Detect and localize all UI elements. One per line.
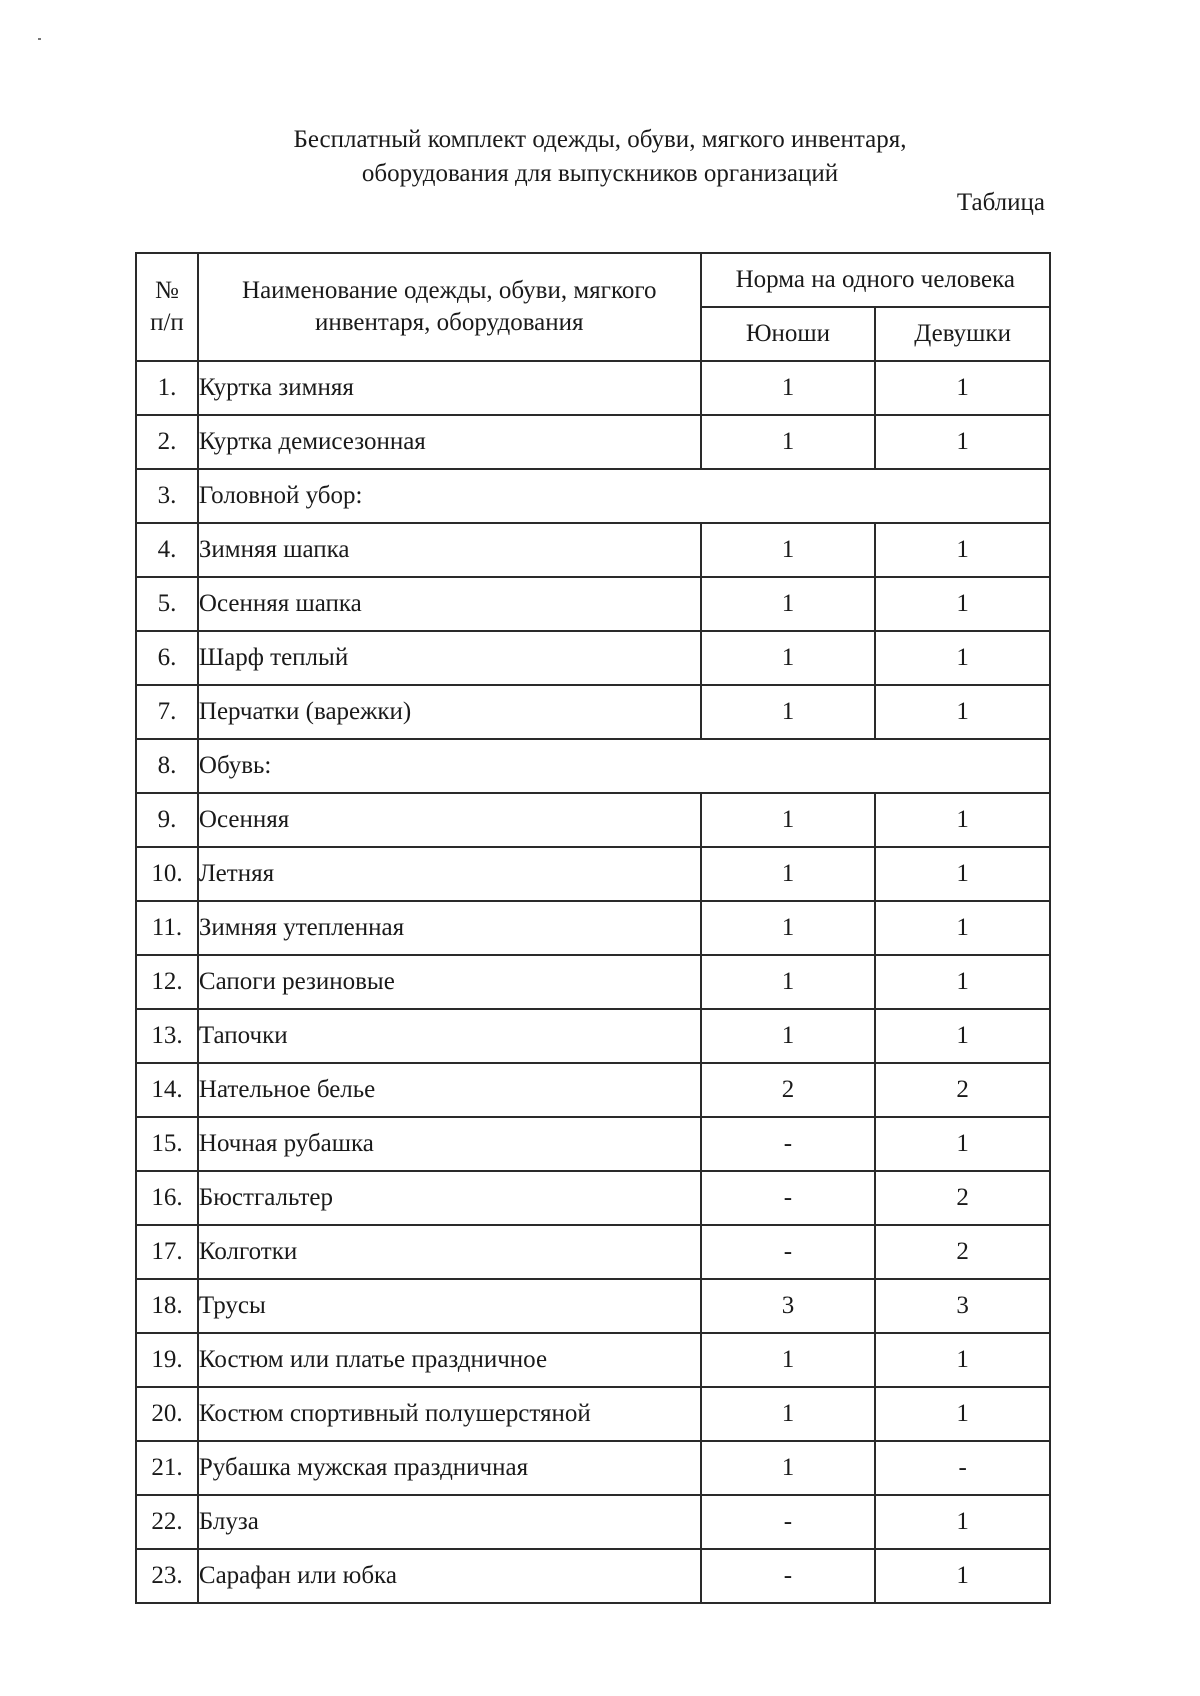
male-quantity: 1 — [701, 793, 876, 847]
male-quantity: 2 — [701, 1063, 876, 1117]
row-number: 22. — [136, 1495, 198, 1549]
female-quantity: 1 — [875, 1009, 1050, 1063]
item-name: Зимняя шапка — [198, 523, 701, 577]
clothing-norms-table — [135, 252, 1051, 1604]
row-number: 23. — [136, 1549, 198, 1603]
row-number: 15. — [136, 1117, 198, 1171]
row-number: 12. — [136, 955, 198, 1009]
item-name: Тапочки — [198, 1009, 701, 1063]
female-quantity: 1 — [875, 793, 1050, 847]
row-number: 4. — [136, 523, 198, 577]
male-quantity: 1 — [701, 1009, 876, 1063]
item-name: Сапоги резиновые — [198, 955, 701, 1009]
female-quantity: 1 — [875, 523, 1050, 577]
female-quantity: 1 — [875, 847, 1050, 901]
female-quantity: 1 — [875, 1333, 1050, 1387]
table-row — [136, 847, 1050, 901]
item-name: Летняя — [198, 847, 701, 901]
male-quantity: 1 — [701, 415, 876, 469]
row-number: 5. — [136, 577, 198, 631]
female-quantity: 1 — [875, 415, 1050, 469]
item-name: Нательное белье — [198, 1063, 701, 1117]
male-quantity: - — [701, 1117, 876, 1171]
table-row — [136, 901, 1050, 955]
row-number: 9. — [136, 793, 198, 847]
male-quantity: 1 — [701, 955, 876, 1009]
item-name: Костюм спортивный полушерстяной — [198, 1387, 701, 1441]
item-name: Колготки — [198, 1225, 701, 1279]
female-quantity: 1 — [875, 631, 1050, 685]
female-quantity: 2 — [875, 1063, 1050, 1117]
male-quantity: 1 — [701, 901, 876, 955]
title-line-1: Бесплатный комплект одежды, обуви, мягкого инвентаря, — [293, 126, 907, 153]
row-number: 21. — [136, 1441, 198, 1495]
male-quantity: 1 — [701, 523, 876, 577]
female-quantity: 1 — [875, 901, 1050, 955]
header-name-line-2: инвентаря, оборудования — [314, 309, 584, 336]
male-quantity: 1 — [701, 361, 876, 415]
header-name — [198, 253, 701, 361]
item-name: Зимняя утепленная — [198, 901, 701, 955]
table-row — [136, 577, 1050, 631]
female-quantity: 1 — [875, 1117, 1050, 1171]
header-num-line-2: п/п — [150, 309, 184, 336]
female-quantity: 3 — [875, 1279, 1050, 1333]
item-name: Блуза — [198, 1495, 701, 1549]
row-number: 3. — [136, 469, 198, 523]
item-name: Сарафан или юбка — [198, 1549, 701, 1603]
male-quantity: - — [701, 1171, 876, 1225]
header-name-line-1: Наименование одежды, обуви, мягкого — [242, 277, 657, 304]
male-quantity: 3 — [701, 1279, 876, 1333]
row-number: 13. — [136, 1009, 198, 1063]
row-number: 1. — [136, 361, 198, 415]
item-name: Осенняя шапка — [198, 577, 701, 631]
item-name: Перчатки (варежки) — [198, 685, 701, 739]
female-quantity: 2 — [875, 1171, 1050, 1225]
row-number: 16. — [136, 1171, 198, 1225]
table-row — [136, 955, 1050, 1009]
row-number: 14. — [136, 1063, 198, 1117]
row-number: 2. — [136, 415, 198, 469]
table-row — [136, 415, 1050, 469]
section-name: Обувь: — [198, 739, 1050, 793]
table-row — [136, 1441, 1050, 1495]
male-quantity: 1 — [701, 1387, 876, 1441]
item-name: Куртка зимняя — [198, 361, 701, 415]
item-name: Трусы — [198, 1279, 701, 1333]
header-norm: Норма на одного человека — [701, 253, 1050, 307]
table-row — [136, 1225, 1050, 1279]
item-name: Костюм или платье праздничное — [198, 1333, 701, 1387]
table-row — [136, 1279, 1050, 1333]
male-quantity: - — [701, 1225, 876, 1279]
table-row — [136, 1171, 1050, 1225]
female-quantity: 2 — [875, 1225, 1050, 1279]
female-quantity: 1 — [875, 955, 1050, 1009]
table-section-row — [136, 469, 1050, 523]
table-row — [136, 1333, 1050, 1387]
table-row — [136, 631, 1050, 685]
table-row — [136, 1063, 1050, 1117]
female-quantity: 1 — [875, 685, 1050, 739]
table-row — [136, 1117, 1050, 1171]
document-title — [150, 123, 1050, 191]
table-section-row — [136, 739, 1050, 793]
female-quantity: 1 — [875, 1495, 1050, 1549]
row-number: 17. — [136, 1225, 198, 1279]
header-male: Юноши — [701, 307, 876, 361]
header-row-1 — [136, 253, 1050, 307]
female-quantity: 1 — [875, 361, 1050, 415]
male-quantity: 1 — [701, 577, 876, 631]
table-row — [136, 1495, 1050, 1549]
table-label: Таблица — [956, 189, 1045, 216]
header-num-line-1: № — [155, 277, 179, 304]
female-quantity: 1 — [875, 1549, 1050, 1603]
row-number: 20. — [136, 1387, 198, 1441]
male-quantity: 1 — [701, 631, 876, 685]
male-quantity: 1 — [701, 1333, 876, 1387]
female-quantity: 1 — [875, 1387, 1050, 1441]
header-female: Девушки — [875, 307, 1050, 361]
item-name: Ночная рубашка — [198, 1117, 701, 1171]
item-name: Рубашка мужская праздничная — [198, 1441, 701, 1495]
scan-speck — [38, 38, 41, 40]
item-name: Куртка демисезонная — [198, 415, 701, 469]
row-number: 19. — [136, 1333, 198, 1387]
table-row — [136, 1549, 1050, 1603]
male-quantity: 1 — [701, 685, 876, 739]
section-name: Головной убор: — [198, 469, 1050, 523]
table-row — [136, 1387, 1050, 1441]
row-number: 7. — [136, 685, 198, 739]
table-row — [136, 1009, 1050, 1063]
item-name: Осенняя — [198, 793, 701, 847]
header-num — [136, 253, 198, 361]
row-number: 11. — [136, 901, 198, 955]
item-name: Бюстгальтер — [198, 1171, 701, 1225]
male-quantity: - — [701, 1549, 876, 1603]
row-number: 18. — [136, 1279, 198, 1333]
row-number: 6. — [136, 631, 198, 685]
title-line-2: оборудования для выпускников организаций — [361, 160, 839, 187]
row-number: 10. — [136, 847, 198, 901]
row-number: 8. — [136, 739, 198, 793]
male-quantity: - — [701, 1495, 876, 1549]
item-name: Шарф теплый — [198, 631, 701, 685]
female-quantity: 1 — [875, 577, 1050, 631]
table-row — [136, 793, 1050, 847]
table-row — [136, 523, 1050, 577]
table-row — [136, 361, 1050, 415]
male-quantity: 1 — [701, 1441, 876, 1495]
female-quantity: - — [875, 1441, 1050, 1495]
male-quantity: 1 — [701, 847, 876, 901]
table-row — [136, 685, 1050, 739]
